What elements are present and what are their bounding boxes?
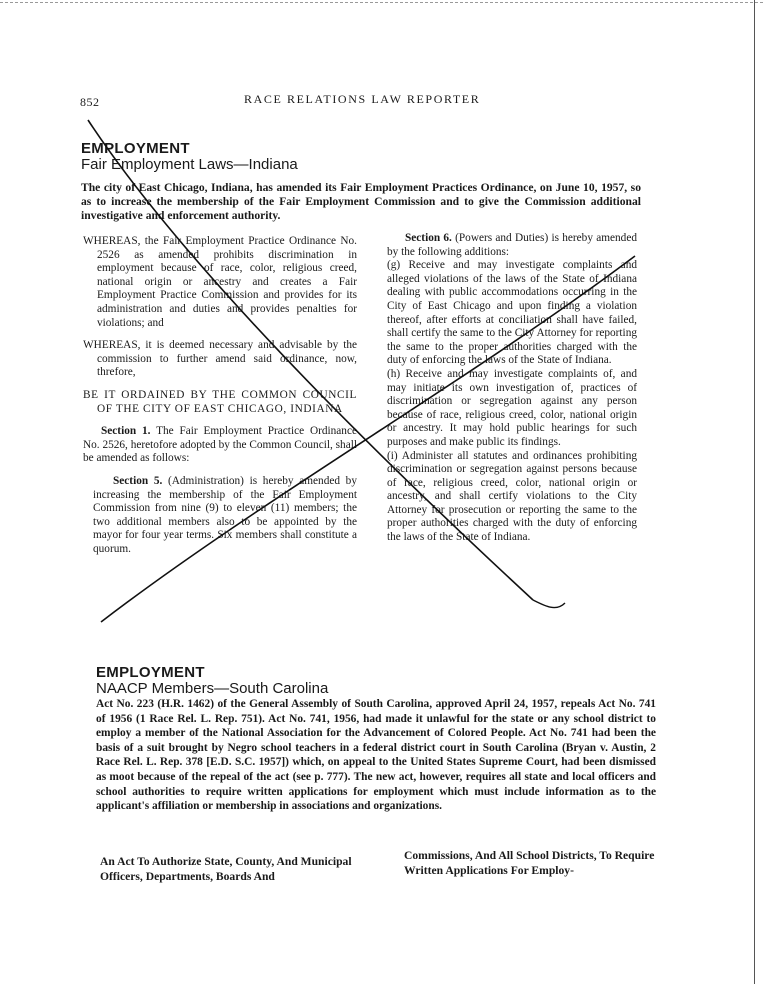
scan-top-border bbox=[0, 2, 763, 3]
whereas-paragraph: WHEREAS, the Fair Employment Practice Ordinance No. 2526 as amended prohibits discrimination in employment because of race, color, religious creed, national origin or ancestry and creates a Fair Employment Practice Commission and provides for its administration and duties and provides penalties for violations; and bbox=[83, 235, 357, 329]
whereas-paragraph: WHEREAS, it is deemed necessary and advisable by the commission to further amend said ordinance, now, threfore, bbox=[83, 339, 357, 379]
section-category: EMPLOYMENT bbox=[96, 664, 205, 681]
section-1-paragraph bbox=[83, 425, 357, 466]
section-6-paragraph bbox=[387, 232, 637, 259]
section-label: Section 6. bbox=[405, 232, 452, 244]
section-summary: Act No. 223 (H.R. 1462) of the General Assembly of South Carolina, approved April 24, 1957, repeals Act No. 741 of 1956 (1 Race Rel. L. Rep. 751). Act No. 741, 1956, had made it unlawful for the state or any school district to employ a member of the National Association for the Advancement of Colored People. Act No. 741 had been the basis of a suit brought by Negro school teachers in a federal district court in South Carolina (Bryan v. Austin, 2 Race Rel. L. Rep. 378 [E.D. S.C. 1957]) which, on appeal to the United States Supreme Court, had been dismissed as moot because of the repeal of the act (see p. 777). The new act, however, requires all state and local officers and school authorities to require written applications for employment which must include information as to the applicant's affiliation or membership in associations and organizations. bbox=[96, 698, 656, 813]
section-summary: The city of East Chicago, Indiana, has amended its Fair Employment Practices Ordinance, on June 10, 1957, so as to increase the membership of the Fair Employment Commission and to give the Commission additional investigative and enforcement authority. bbox=[81, 181, 641, 222]
act-title-right: Commissions, And All School Districts, To Require Written Applications For Employ- bbox=[404, 849, 655, 877]
left-column bbox=[83, 235, 357, 556]
section-label: Section 5. bbox=[113, 474, 163, 487]
section-subtitle: Fair Employment Laws—Indiana bbox=[81, 156, 298, 173]
clause-g: (g) Receive and may investigate complaints and alleged violations of the laws of the State of Indiana dealing with public accommodations occurring in the City of East Chicago and upon finding a violation thereof, after efforts at conciliation shall have failed, shall certify the same to the City Attorney for reporting the same to the proper authorities charged with the duty of enforcing the laws of the State of Indiana. bbox=[387, 259, 637, 367]
page-number: 852 bbox=[80, 95, 100, 109]
section-5-paragraph bbox=[83, 475, 357, 557]
section-text: The Fair Employment Practice Ordinance No. 2526, heretofore adopted by the Common Council, shall be amended as follows: bbox=[83, 425, 357, 465]
strike-tail bbox=[533, 600, 565, 608]
ordained-clause: BE IT ORDAINED BY THE COMMON COUNCIL OF THE CITY OF EAST CHICAGO, INDIANA bbox=[83, 388, 357, 415]
right-column bbox=[387, 232, 637, 545]
clause-i: (i) Administer all statutes and ordinances prohibiting discrimination or segregation against persons because of race, religious creed, color, national origin or ancestry, and shall certify violations to the City Attorney for prosecution or reporting the same to the proper authorities charged with the duty of enforcing the laws of the State of Indiana. bbox=[387, 449, 637, 544]
act-title-left: An Act To Authorize State, County, And Municipal Officers, Departments, Boards And bbox=[100, 855, 352, 883]
clause-h: (h) Receive and may investigate complaints of, and may initiate its own investigation of, practices of discrimination or segregation against any person because of race, religious creed, color, national origin or ancestry. It may hold public hearings for such purposes and make public its findings. bbox=[387, 367, 637, 448]
section-label: Section 1. bbox=[101, 425, 151, 438]
section-category: EMPLOYMENT bbox=[81, 140, 190, 157]
scan-right-edge bbox=[754, 0, 755, 984]
section-subtitle: NAACP Members—South Carolina bbox=[96, 680, 329, 697]
running-head: RACE RELATIONS LAW REPORTER bbox=[244, 92, 481, 106]
section-text: (Administration) is hereby amended by increasing the membership of the Fair Employment Commission from nine (9) to eleven (11) members; the two additional members also to be appointed by the mayor for four year terms. Six members shall constitute a quorum. bbox=[93, 474, 357, 555]
section-text: (Powers and Duties) is hereby amended by the following additions: bbox=[387, 232, 637, 258]
